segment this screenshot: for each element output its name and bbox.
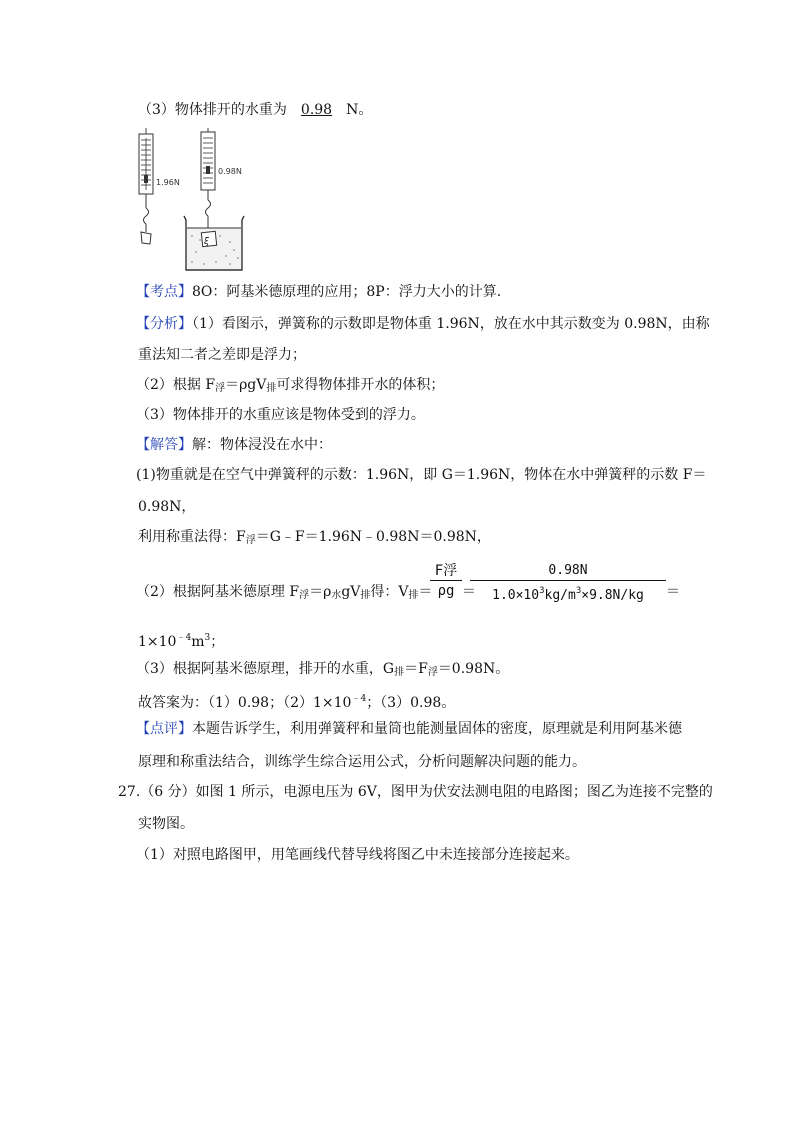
q27-line-1: 27.（6 分）如图 1 所示，电源电压为 6V，图甲为伏安法测电阻的电路图；图乙为连接不完整的	[118, 784, 713, 800]
jieda-intro: 【解答】解：物体浸没在水中：	[136, 437, 332, 453]
fraction-1-denominator: ρg	[430, 580, 462, 601]
q27-line-2: 实物图。	[138, 816, 194, 832]
kaodian-tag: 【考点】	[136, 284, 192, 300]
jieda-line-5: $1\times 10^{﹣4}m^3$；	[138, 633, 225, 650]
equals-1: ＝	[462, 584, 476, 600]
fraction-1-numerator: F浮	[434, 563, 458, 579]
q3-answer: 0.98	[300, 102, 333, 118]
fraction-2-denominator: $1.0\times 10^3kg/m^3\times 9.8N/kg$	[470, 580, 666, 606]
left-spring-scale	[139, 128, 153, 244]
q3-line: （3）物体排开的水重为 0.98 N。	[138, 102, 373, 118]
dianping-tag: 【点评】	[136, 721, 192, 737]
jieda-line-3: 利用称重法得：$F_浮=G﹣F=1.96N﹣0.98N=0.98N$，	[138, 529, 491, 546]
jieda-line-6: （3）根据阿基米德原理，排开的水重，$G_排=F_浮=0.98N$。	[136, 661, 510, 678]
jieda-tag: 【解答】	[136, 437, 192, 453]
jieda-line-4: （2）根据阿基米德原理 $F_浮=\rho_水gV_排$得：$V_排=$	[136, 584, 433, 601]
right-reading: 0.98N	[218, 167, 242, 176]
kaodian-line: 【考点】8O：阿基米德原理的应用；8P：浮力大小的计算.	[136, 284, 502, 300]
fenxi-tag: 【分析】	[136, 316, 192, 332]
svg-text:ξ: ξ	[204, 237, 210, 247]
jieda-line-1: (1)物重就是在空气中弹簧秤的示数：1.96N，即 G＝1.96N，物体在水中弹簧秤的示数 F＝	[136, 467, 707, 483]
beaker	[184, 216, 244, 270]
fraction-1	[430, 562, 462, 601]
fraction-2-numerator: 0.98N	[548, 563, 588, 578]
fenxi-line-1: 【分析】（1）看图示，弹簧称的示数即是物体重 1.96N，放在水中其示数变为 0.98N，由称	[136, 316, 710, 332]
dianping-line-1: 【点评】本题告诉学生，利用弹簧秤和量筒也能测量固体的密度，原理就是利用阿基米德	[136, 721, 682, 737]
spring-scale-figure	[130, 128, 260, 276]
equals-2: ＝	[666, 584, 680, 600]
right-spring-scale	[201, 128, 215, 232]
dianping-line-2: 原理和称重法结合，训练学生综合运用公式，分析问题解决问题的能力。	[138, 754, 586, 770]
left-reading: 1.96N	[156, 178, 180, 187]
fenxi-line-3: （2）根据 $F_浮=\rho gV_排$可求得物体排开水的体积；	[136, 377, 445, 394]
jieda-line-2: 0.98N，	[138, 499, 196, 515]
fraction-2	[470, 562, 666, 606]
q27-line-3: （1）对照电路图甲，用笔画线代替导线将图乙中未连接部分连接起来。	[136, 847, 579, 863]
fenxi-line-4: （3）物体排开的水重应该是物体受到的浮力。	[136, 407, 425, 423]
jieda-answer-summary: 故答案为：（1）0.98；$(2)1\times 10^{﹣4}$；（3）0.98。	[138, 694, 456, 711]
fenxi-line-2: 重法知二者之差即是浮力；	[138, 347, 306, 363]
